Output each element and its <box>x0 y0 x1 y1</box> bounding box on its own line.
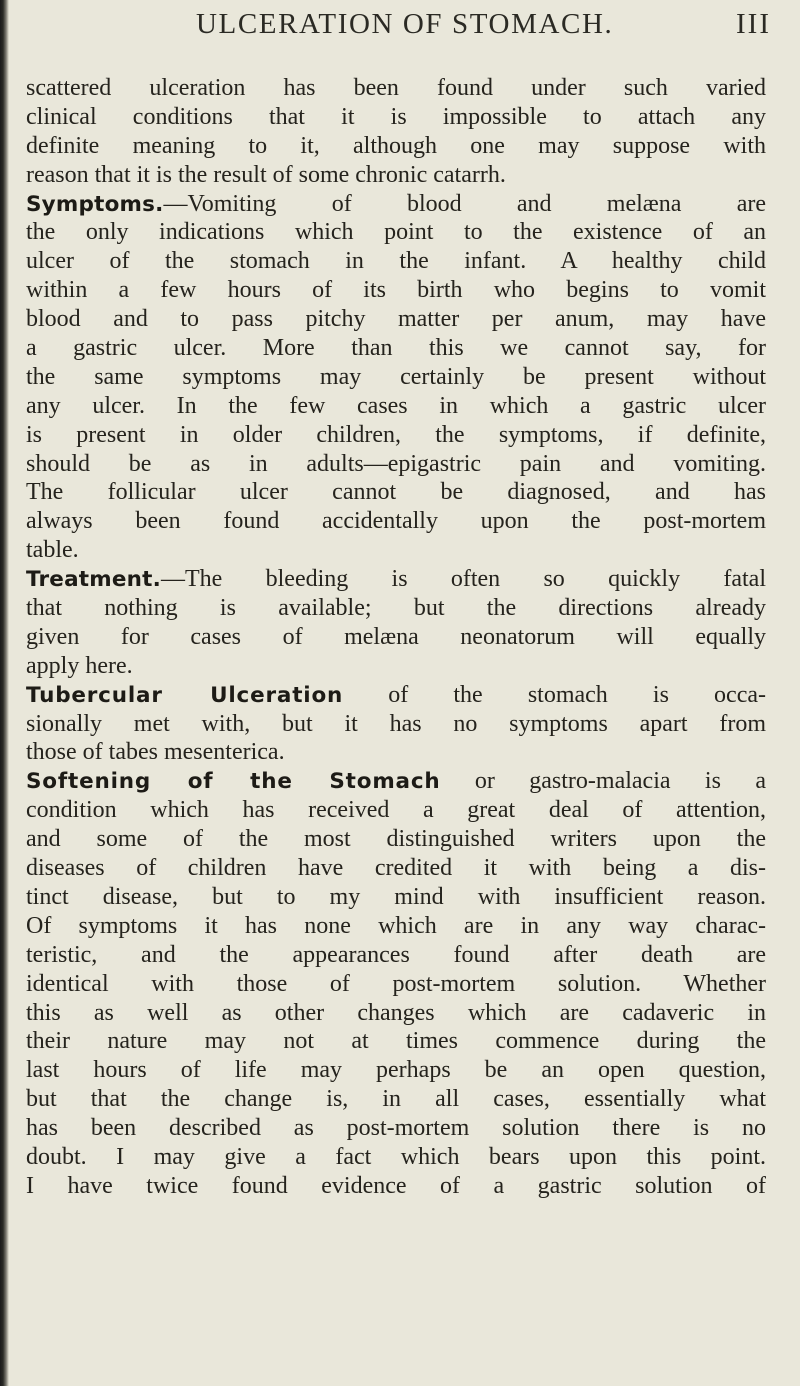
text-run: —The bleeding is often so quickly fatal <box>161 566 766 593</box>
text-line: teristic, and the appearances found after death are <box>26 941 766 968</box>
section-heading-softening-of-stomach: Softening of the Stomach <box>26 769 441 795</box>
text-line: those of tabes mesenterica. <box>26 739 285 766</box>
text-line: ulcer of the stomach in the infant. A healthy child <box>26 248 766 275</box>
section-heading-symptoms: Symptoms. <box>26 191 164 217</box>
text-line <box>26 565 766 594</box>
text-line: Of symptoms it has none which are in any way charac- <box>26 912 766 939</box>
text-line: sionally met with, but it has no symptoms apart from <box>26 710 766 737</box>
text-line: given for cases of melæna neonatorum will equally <box>26 623 766 650</box>
text-line: definite meaning to it, although one may suppose with <box>26 132 766 159</box>
page-number: III <box>736 8 771 40</box>
text-line <box>26 767 766 796</box>
text-line: diseases of children have credited it with being a dis- <box>26 855 766 882</box>
text-line: tinct disease, but to my mind with insufficient reason. <box>26 883 766 910</box>
page-header <box>0 8 800 48</box>
text-line: blood and to pass pitchy matter per anum, may have <box>26 306 766 333</box>
text-line: last hours of life may perhaps be an open question, <box>26 1057 766 1084</box>
text-line: within a few hours of its birth who begins to vomit <box>26 277 766 304</box>
text-run: or gastro-malacia is a <box>440 768 766 795</box>
text-line: has been described as post-mortem solution there is no <box>26 1115 766 1142</box>
text-line: and some of the most distinguished writers upon the <box>26 826 766 853</box>
text-run: of the stomach is occa- <box>343 681 766 708</box>
text-line: doubt. I may give a fact which bears upon this point. <box>26 1143 766 1170</box>
running-title: ULCERATION OF STOMACH. <box>196 8 614 40</box>
text-line: apply here. <box>26 652 133 679</box>
text-line: scattered ulceration has been found under such varied <box>26 75 766 101</box>
binding-edge <box>0 0 9 1386</box>
text-line: but that the change is, in all cases, essentially what <box>26 1086 766 1113</box>
body-text <box>26 74 766 1201</box>
text-line: their nature may not at times commence during the <box>26 1028 766 1055</box>
text-line: that nothing is available; but the directions already <box>26 595 766 622</box>
text-run: —Vomiting of blood and melæna are <box>163 190 766 217</box>
text-line: any ulcer. In the few cases in which a gastric ulcer <box>26 392 766 419</box>
text-line: this as well as other changes which are cadaveric in <box>26 999 766 1026</box>
text-line: table. <box>26 537 79 564</box>
text-line: I have twice found evidence of a gastric solution of <box>26 1172 766 1199</box>
text-line <box>26 681 766 710</box>
text-line: identical with those of post-mortem solution. Whether <box>26 970 766 997</box>
text-line: the only indications which point to the existence of an <box>26 219 766 246</box>
text-line: The follicular ulcer cannot be diagnosed, and has <box>26 479 766 506</box>
section-heading-tubercular-ulceration: Tubercular Ulceration <box>26 682 344 708</box>
text-line: condition which has received a great deal of attention, <box>26 797 766 824</box>
text-line: is present in older children, the symptoms, if definite, <box>26 421 766 448</box>
text-line: always been found accidentally upon the post-mortem <box>26 508 766 535</box>
text-line: reason that it is the result of some chronic catarrh. <box>26 161 506 188</box>
text-line: clinical conditions that it is impossible to attach any <box>26 103 766 130</box>
text-line: a gastric ulcer. More than this we cannot say, for <box>26 335 766 362</box>
text-line: the same symptoms may certainly be present without <box>26 363 766 390</box>
section-heading-treatment: Treatment. <box>26 567 162 593</box>
text-line <box>26 190 766 219</box>
text-line: should be as in adults—epigastric pain and vomiting. <box>26 450 766 477</box>
